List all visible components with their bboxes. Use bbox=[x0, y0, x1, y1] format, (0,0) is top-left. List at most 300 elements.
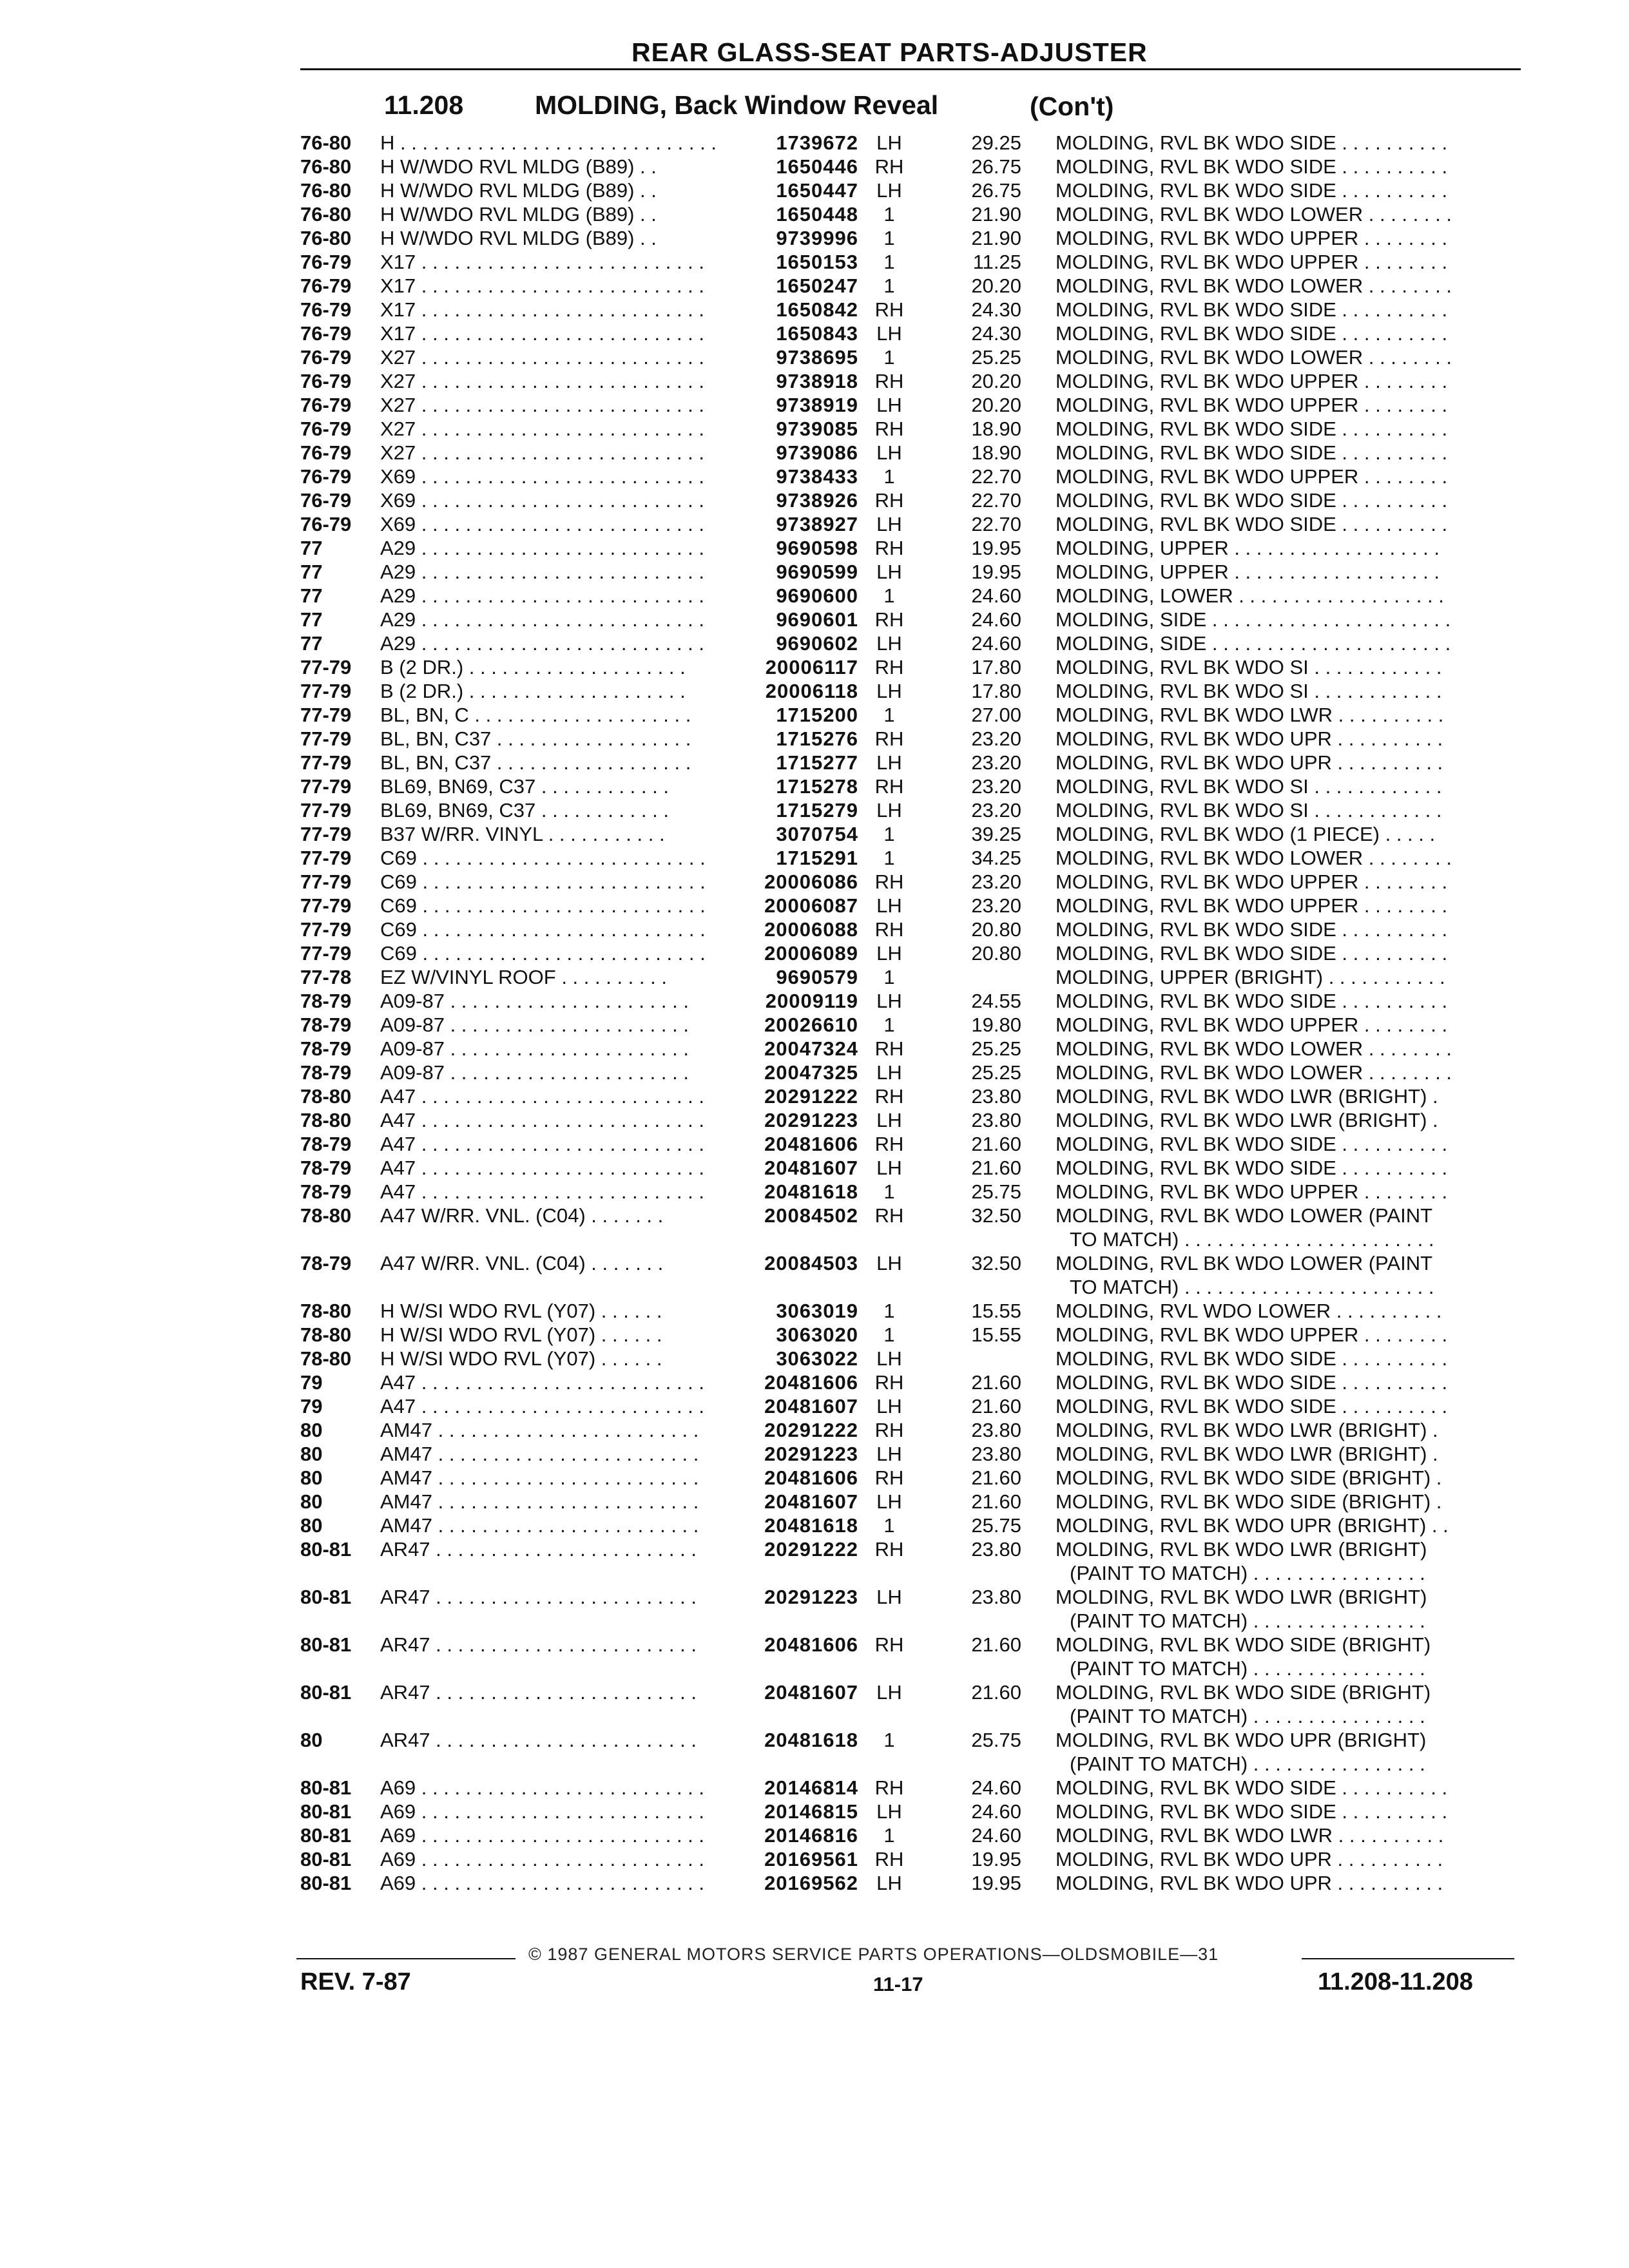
row-model: X69 . . . . . . . . . . . . . . . . . . . . . . . . . . bbox=[380, 465, 705, 488]
row-description-continuation: TO MATCH) . . . . . . . . . . . . . . . . . . . . . . . bbox=[1070, 1228, 1434, 1251]
row-part-number: 20006087 bbox=[764, 894, 858, 917]
row-year: 77 bbox=[300, 632, 323, 655]
footer-page-number: 11-17 bbox=[873, 1973, 923, 1995]
row-year: 78-79 bbox=[300, 1133, 352, 1155]
row-price: 23.80 bbox=[971, 1085, 1021, 1108]
footer-revision: REV. 7-87 bbox=[300, 1968, 411, 1995]
row-year: 80-81 bbox=[300, 1824, 352, 1847]
row-year: 76-79 bbox=[300, 322, 352, 345]
row-side: LH bbox=[876, 394, 902, 416]
row-side: 1 bbox=[883, 1180, 895, 1203]
row-year: 80-81 bbox=[300, 1872, 352, 1894]
row-price: 19.95 bbox=[971, 537, 1021, 559]
row-side: RH bbox=[874, 1538, 904, 1561]
row-description: MOLDING, RVL BK WDO SI . . . . . . . . . . . . bbox=[1055, 799, 1442, 822]
row-model: H W/SI WDO RVL (Y07) . . . . . . bbox=[380, 1347, 662, 1370]
row-part-number: 9739086 bbox=[776, 441, 858, 464]
row-side: 1 bbox=[883, 274, 895, 297]
table-row bbox=[0, 274, 1629, 298]
row-model: AM47 . . . . . . . . . . . . . . . . . . . . . . . . bbox=[380, 1514, 699, 1537]
row-description: MOLDING, RVL BK WDO UPR . . . . . . . . . . bbox=[1055, 727, 1443, 750]
table-row bbox=[0, 1394, 1629, 1418]
row-price: 24.30 bbox=[971, 322, 1021, 345]
section-title: MOLDING, Back Window Reveal bbox=[535, 90, 939, 120]
row-side: RH bbox=[874, 727, 904, 750]
row-year: 78-80 bbox=[300, 1323, 352, 1346]
row-description: MOLDING, RVL BK WDO SIDE . . . . . . . . . . bbox=[1055, 513, 1448, 535]
row-side: 1 bbox=[883, 1300, 895, 1322]
page-header-title: REAR GLASS-SEAT PARTS-ADJUSTER bbox=[631, 37, 1148, 67]
row-part-number: 9738433 bbox=[776, 465, 858, 488]
row-year: 80-81 bbox=[300, 1633, 352, 1656]
row-description: MOLDING, RVL BK WDO SIDE . . . . . . . . . . bbox=[1055, 1800, 1448, 1823]
row-year: 76-80 bbox=[300, 155, 352, 178]
table-row bbox=[0, 798, 1629, 822]
row-description-continuation: (PAINT TO MATCH) . . . . . . . . . . . . . . . . bbox=[1070, 1705, 1425, 1727]
row-description-continuation: (PAINT TO MATCH) . . . . . . . . . . . . . . . . bbox=[1070, 1562, 1425, 1584]
row-description: MOLDING, RVL BK WDO UPPER . . . . . . . . bbox=[1055, 251, 1448, 273]
row-model: AR47 . . . . . . . . . . . . . . . . . . . . . . . . bbox=[380, 1538, 697, 1561]
row-description: MOLDING, SIDE . . . . . . . . . . . . . . . . . . . . . . bbox=[1055, 632, 1451, 655]
table-row bbox=[0, 774, 1629, 798]
row-side: LH bbox=[876, 1872, 902, 1894]
row-model: AR47 . . . . . . . . . . . . . . . . . . . . . . . . bbox=[380, 1681, 697, 1704]
row-part-number: 20291222 bbox=[764, 1419, 858, 1441]
row-model: X27 . . . . . . . . . . . . . . . . . . . . . . . . . . bbox=[380, 346, 705, 369]
row-price: 24.60 bbox=[971, 608, 1021, 631]
row-description-continuation: (PAINT TO MATCH) . . . . . . . . . . . . . . . . bbox=[1070, 1657, 1425, 1680]
row-model: C69 . . . . . . . . . . . . . . . . . . . . . . . . . . bbox=[380, 918, 706, 941]
table-row bbox=[0, 1156, 1629, 1180]
table-row bbox=[0, 1180, 1629, 1204]
row-price: 24.55 bbox=[971, 990, 1021, 1012]
row-price: 19.95 bbox=[971, 561, 1021, 583]
row-side: LH bbox=[876, 561, 902, 583]
table-row bbox=[0, 1132, 1629, 1156]
row-year: 76-80 bbox=[300, 179, 352, 202]
row-part-number: 20026610 bbox=[764, 1014, 858, 1036]
row-description: MOLDING, RVL BK WDO UPPER . . . . . . . . bbox=[1055, 1323, 1448, 1346]
row-year: 78-79 bbox=[300, 990, 352, 1012]
row-description: MOLDING, RVL BK WDO SIDE . . . . . . . . . . bbox=[1055, 1157, 1448, 1179]
table-row bbox=[0, 298, 1629, 322]
row-model: H W/WDO RVL MLDG (B89) . . bbox=[380, 179, 657, 202]
row-price: 21.90 bbox=[971, 227, 1021, 249]
row-part-number: 20481607 bbox=[764, 1681, 858, 1704]
row-part-number: 20047324 bbox=[764, 1037, 858, 1060]
row-year: 79 bbox=[300, 1395, 323, 1418]
table-row bbox=[0, 1418, 1629, 1442]
row-part-number: 20291223 bbox=[764, 1586, 858, 1608]
row-model: BL, BN, C . . . . . . . . . . . . . . . . . . . . bbox=[380, 704, 691, 726]
row-description: MOLDING, RVL BK WDO UPPER . . . . . . . . bbox=[1055, 394, 1448, 416]
row-description-continuation: (PAINT TO MATCH) . . . . . . . . . . . . . . . . bbox=[1070, 1610, 1425, 1632]
table-row bbox=[0, 131, 1629, 155]
row-description: MOLDING, RVL BK WDO LWR . . . . . . . . . . bbox=[1055, 1824, 1444, 1847]
table-row-continuation bbox=[0, 1657, 1629, 1680]
table-row bbox=[0, 1204, 1629, 1227]
row-model: A09-87 . . . . . . . . . . . . . . . . . . . . . . bbox=[380, 990, 689, 1012]
row-side: LH bbox=[876, 1252, 902, 1274]
row-year: 76-79 bbox=[300, 465, 352, 488]
row-description: MOLDING, RVL BK WDO UPPER . . . . . . . . bbox=[1055, 1180, 1448, 1203]
table-row bbox=[0, 512, 1629, 536]
row-price: 21.60 bbox=[971, 1466, 1021, 1489]
row-price: 17.80 bbox=[971, 656, 1021, 678]
table-row bbox=[0, 1013, 1629, 1037]
table-row bbox=[0, 703, 1629, 727]
row-part-number: 20481607 bbox=[764, 1490, 858, 1513]
table-row bbox=[0, 989, 1629, 1013]
row-model: AM47 . . . . . . . . . . . . . . . . . . . . . . . . bbox=[380, 1419, 699, 1441]
row-model: A09-87 . . . . . . . . . . . . . . . . . . . . . . bbox=[380, 1037, 689, 1060]
row-description: MOLDING, RVL BK WDO UPPER . . . . . . . . bbox=[1055, 870, 1448, 893]
row-price: 21.60 bbox=[971, 1395, 1021, 1418]
row-part-number: 20481618 bbox=[764, 1729, 858, 1751]
row-description: MOLDING, UPPER (BRIGHT) . . . . . . . . . . . bbox=[1055, 966, 1445, 988]
row-side: 1 bbox=[883, 847, 895, 869]
table-row bbox=[0, 1871, 1629, 1895]
row-model: B (2 DR.) . . . . . . . . . . . . . . . . . . . . bbox=[380, 680, 686, 702]
row-side: LH bbox=[876, 680, 902, 702]
row-side: RH bbox=[874, 1085, 904, 1108]
row-year: 77-79 bbox=[300, 894, 352, 917]
row-year: 76-79 bbox=[300, 441, 352, 464]
row-price: 24.60 bbox=[971, 584, 1021, 607]
row-price: 21.90 bbox=[971, 203, 1021, 226]
row-part-number: 9738919 bbox=[776, 394, 858, 416]
row-side: RH bbox=[874, 1848, 904, 1870]
row-model: C69 . . . . . . . . . . . . . . . . . . . . . . . . . . bbox=[380, 870, 706, 893]
table-row bbox=[0, 1061, 1629, 1084]
row-model: B37 W/RR. VINYL . . . . . . . . . . . bbox=[380, 823, 665, 845]
row-side: 1 bbox=[883, 1323, 895, 1346]
row-price: 25.75 bbox=[971, 1514, 1021, 1537]
row-description: MOLDING, RVL BK WDO SIDE (BRIGHT) bbox=[1055, 1681, 1431, 1704]
row-price: 26.75 bbox=[971, 155, 1021, 178]
row-description: MOLDING, RVL BK WDO UPPER . . . . . . . . bbox=[1055, 465, 1448, 488]
row-model: AR47 . . . . . . . . . . . . . . . . . . . . . . . . bbox=[380, 1633, 697, 1656]
row-description: MOLDING, RVL BK WDO SIDE . . . . . . . . . . bbox=[1055, 489, 1448, 512]
row-part-number: 1715279 bbox=[776, 799, 858, 822]
table-row bbox=[0, 1728, 1629, 1752]
row-description: MOLDING, RVL BK WDO SIDE . . . . . . . . . . bbox=[1055, 918, 1448, 941]
row-year: 80-81 bbox=[300, 1538, 352, 1561]
row-price: 25.25 bbox=[971, 346, 1021, 369]
table-row bbox=[0, 1514, 1629, 1537]
row-model: A47 . . . . . . . . . . . . . . . . . . . . . . . . . . bbox=[380, 1180, 705, 1203]
row-model: A29 . . . . . . . . . . . . . . . . . . . . . . . . . . bbox=[380, 632, 705, 655]
row-part-number: 1715277 bbox=[776, 751, 858, 774]
row-description: MOLDING, RVL BK WDO UPR (BRIGHT) bbox=[1055, 1729, 1427, 1751]
row-year: 80 bbox=[300, 1514, 323, 1537]
row-part-number: 20481606 bbox=[764, 1371, 858, 1394]
table-row bbox=[0, 178, 1629, 202]
row-price: 21.60 bbox=[971, 1133, 1021, 1155]
table-row bbox=[0, 369, 1629, 393]
row-side: 1 bbox=[883, 1824, 895, 1847]
row-part-number: 9738927 bbox=[776, 513, 858, 535]
table-row bbox=[0, 1633, 1629, 1657]
row-side: LH bbox=[876, 513, 902, 535]
row-price: 21.60 bbox=[971, 1371, 1021, 1394]
row-model: H . . . . . . . . . . . . . . . . . . . . . . . . . . . . . bbox=[380, 131, 717, 154]
row-side: 1 bbox=[883, 203, 895, 226]
row-description: MOLDING, RVL BK WDO SIDE (BRIGHT) bbox=[1055, 1633, 1431, 1656]
row-price: 22.70 bbox=[971, 489, 1021, 512]
row-side: RH bbox=[874, 918, 904, 941]
row-side: 1 bbox=[883, 1514, 895, 1537]
row-side: LH bbox=[876, 1395, 902, 1418]
row-part-number: 20084502 bbox=[764, 1204, 858, 1227]
row-description: MOLDING, SIDE . . . . . . . . . . . . . . . . . . . . . . bbox=[1055, 608, 1451, 631]
row-side: RH bbox=[874, 1133, 904, 1155]
row-year: 77-79 bbox=[300, 727, 352, 750]
row-year: 76-79 bbox=[300, 298, 352, 321]
row-part-number: 20481618 bbox=[764, 1514, 858, 1537]
row-price: 23.80 bbox=[971, 1419, 1021, 1441]
row-part-number: 20481606 bbox=[764, 1633, 858, 1656]
row-part-number: 1715200 bbox=[776, 704, 858, 726]
row-part-number: 20146816 bbox=[764, 1824, 858, 1847]
row-model: X69 . . . . . . . . . . . . . . . . . . . . . . . . . . bbox=[380, 513, 705, 535]
row-year: 77-79 bbox=[300, 656, 352, 678]
row-year: 76-80 bbox=[300, 203, 352, 226]
row-year: 76-79 bbox=[300, 394, 352, 416]
row-year: 76-79 bbox=[300, 346, 352, 369]
row-description-continuation: TO MATCH) . . . . . . . . . . . . . . . . . . . . . . . bbox=[1070, 1276, 1434, 1298]
row-description: MOLDING, RVL BK WDO LWR (BRIGHT) bbox=[1055, 1586, 1427, 1608]
table-row bbox=[0, 1585, 1629, 1609]
row-side: RH bbox=[874, 370, 904, 392]
table-row bbox=[0, 894, 1629, 918]
row-part-number: 1650843 bbox=[776, 322, 858, 345]
row-year: 76-79 bbox=[300, 418, 352, 440]
table-row bbox=[0, 393, 1629, 417]
row-model: X27 . . . . . . . . . . . . . . . . . . . . . . . . . . bbox=[380, 441, 705, 464]
row-price: 27.00 bbox=[971, 704, 1021, 726]
row-side: RH bbox=[874, 298, 904, 321]
row-year: 78-79 bbox=[300, 1037, 352, 1060]
table-row bbox=[0, 846, 1629, 870]
row-part-number: 20084503 bbox=[764, 1252, 858, 1274]
row-year: 80 bbox=[300, 1419, 323, 1441]
row-year: 76-79 bbox=[300, 513, 352, 535]
row-year: 77-79 bbox=[300, 751, 352, 774]
table-row bbox=[0, 465, 1629, 488]
row-price: 24.60 bbox=[971, 1776, 1021, 1799]
row-side: 1 bbox=[883, 251, 895, 273]
row-part-number: 1715276 bbox=[776, 727, 858, 750]
section-continued: (Con't) bbox=[1030, 91, 1114, 121]
row-description: MOLDING, RVL BK WDO LOWER . . . . . . . . bbox=[1055, 203, 1452, 226]
row-model: A47 . . . . . . . . . . . . . . . . . . . . . . . . . . bbox=[380, 1371, 705, 1394]
row-year: 78-80 bbox=[300, 1085, 352, 1108]
row-side: 1 bbox=[883, 465, 895, 488]
row-model: X27 . . . . . . . . . . . . . . . . . . . . . . . . . . bbox=[380, 370, 705, 392]
row-part-number: 20006089 bbox=[764, 942, 858, 965]
row-side: 1 bbox=[883, 1729, 895, 1751]
table-row bbox=[0, 155, 1629, 178]
table-row bbox=[0, 1680, 1629, 1704]
row-side: RH bbox=[874, 775, 904, 798]
table-row bbox=[0, 679, 1629, 703]
row-price: 24.30 bbox=[971, 298, 1021, 321]
row-year: 76-79 bbox=[300, 370, 352, 392]
table-row bbox=[0, 822, 1629, 846]
table-row bbox=[0, 202, 1629, 226]
row-year: 77-79 bbox=[300, 823, 352, 845]
table-row bbox=[0, 1800, 1629, 1823]
row-description: MOLDING, RVL BK WDO SIDE . . . . . . . . . . bbox=[1055, 942, 1448, 965]
row-description: MOLDING, RVL BK WDO UPPER . . . . . . . . bbox=[1055, 370, 1448, 392]
row-model: A69 . . . . . . . . . . . . . . . . . . . . . . . . . . bbox=[380, 1848, 705, 1870]
table-row bbox=[0, 918, 1629, 941]
row-side: 1 bbox=[883, 227, 895, 249]
row-side: RH bbox=[874, 537, 904, 559]
row-description: MOLDING, RVL BK WDO SIDE . . . . . . . . . . bbox=[1055, 441, 1448, 464]
row-description: MOLDING, RVL BK WDO UPPER . . . . . . . . bbox=[1055, 894, 1448, 917]
row-price: 23.20 bbox=[971, 727, 1021, 750]
row-price: 32.50 bbox=[971, 1204, 1021, 1227]
row-model: A29 . . . . . . . . . . . . . . . . . . . . . . . . . . bbox=[380, 608, 705, 631]
row-description: MOLDING, UPPER . . . . . . . . . . . . . . . . . . . bbox=[1055, 537, 1440, 559]
row-year: 78-79 bbox=[300, 1252, 352, 1274]
row-side: RH bbox=[874, 608, 904, 631]
row-model: H W/WDO RVL MLDG (B89) . . bbox=[380, 227, 657, 249]
table-row bbox=[0, 1442, 1629, 1466]
row-description: MOLDING, UPPER . . . . . . . . . . . . . . . . . . . bbox=[1055, 561, 1440, 583]
row-year: 77 bbox=[300, 584, 323, 607]
row-description: MOLDING, RVL BK WDO SIDE . . . . . . . . . . bbox=[1055, 1347, 1448, 1370]
row-description: MOLDING, RVL BK WDO LOWER . . . . . . . . bbox=[1055, 1061, 1452, 1084]
row-model: BL, BN, C37 . . . . . . . . . . . . . . . . . . bbox=[380, 751, 691, 774]
table-row-continuation bbox=[0, 1275, 1629, 1299]
row-part-number: 1650153 bbox=[776, 251, 858, 273]
row-year: 77 bbox=[300, 561, 323, 583]
row-price: 21.60 bbox=[971, 1157, 1021, 1179]
row-price: 21.60 bbox=[971, 1681, 1021, 1704]
row-price: 23.80 bbox=[971, 1443, 1021, 1465]
row-side: RH bbox=[874, 1776, 904, 1799]
row-year: 78-80 bbox=[300, 1347, 352, 1370]
row-price: 23.20 bbox=[971, 751, 1021, 774]
row-year: 77-79 bbox=[300, 775, 352, 798]
row-model: H W/SI WDO RVL (Y07) . . . . . . bbox=[380, 1323, 662, 1346]
table-row-continuation bbox=[0, 1227, 1629, 1251]
row-model: X17 . . . . . . . . . . . . . . . . . . . . . . . . . . bbox=[380, 274, 705, 297]
row-price: 29.25 bbox=[971, 131, 1021, 154]
row-price: 19.80 bbox=[971, 1014, 1021, 1036]
row-part-number: 20291222 bbox=[764, 1085, 858, 1108]
row-year: 80 bbox=[300, 1466, 323, 1489]
row-description: MOLDING, RVL BK WDO UPPER . . . . . . . . bbox=[1055, 1014, 1448, 1036]
row-description: MOLDING, RVL BK WDO SIDE . . . . . . . . . . bbox=[1055, 179, 1448, 202]
table-row bbox=[0, 965, 1629, 989]
row-price: 20.20 bbox=[971, 274, 1021, 297]
row-part-number: 20481606 bbox=[764, 1133, 858, 1155]
row-price: 23.80 bbox=[971, 1109, 1021, 1131]
row-side: RH bbox=[874, 418, 904, 440]
row-side: 1 bbox=[883, 823, 895, 845]
table-row bbox=[0, 1823, 1629, 1847]
row-model: BL69, BN69, C37 . . . . . . . . . . . . bbox=[380, 799, 669, 822]
row-model: X17 . . . . . . . . . . . . . . . . . . . . . . . . . . bbox=[380, 298, 705, 321]
row-part-number: 1650446 bbox=[776, 155, 858, 178]
row-description: MOLDING, RVL BK WDO LWR (BRIGHT) . bbox=[1055, 1085, 1438, 1108]
row-model: BL, BN, C37 . . . . . . . . . . . . . . . . . . bbox=[380, 727, 691, 750]
row-description: MOLDING, RVL BK WDO SIDE . . . . . . . . . . bbox=[1055, 990, 1448, 1012]
table-row bbox=[0, 226, 1629, 250]
table-row bbox=[0, 941, 1629, 965]
row-model: AM47 . . . . . . . . . . . . . . . . . . . . . . . . bbox=[380, 1490, 699, 1513]
row-part-number: 9690602 bbox=[776, 632, 858, 655]
row-model: AM47 . . . . . . . . . . . . . . . . . . . . . . . . bbox=[380, 1443, 699, 1465]
row-price: 21.60 bbox=[971, 1633, 1021, 1656]
row-side: LH bbox=[876, 1681, 902, 1704]
row-price: 23.20 bbox=[971, 799, 1021, 822]
row-year: 77-78 bbox=[300, 966, 352, 988]
row-year: 77-79 bbox=[300, 799, 352, 822]
row-part-number: 3070754 bbox=[776, 823, 858, 845]
row-part-number: 20006088 bbox=[764, 918, 858, 941]
row-description: MOLDING, RVL BK WDO LOWER (PAINT bbox=[1055, 1252, 1433, 1274]
row-side: 1 bbox=[883, 1014, 895, 1036]
row-side: LH bbox=[876, 894, 902, 917]
row-description: MOLDING, RVL BK WDO SIDE (BRIGHT) . bbox=[1055, 1466, 1442, 1489]
row-price: 19.95 bbox=[971, 1848, 1021, 1870]
row-year: 77-79 bbox=[300, 704, 352, 726]
row-part-number: 1739672 bbox=[776, 131, 858, 154]
row-part-number: 1650842 bbox=[776, 298, 858, 321]
row-description: MOLDING, RVL BK WDO LWR (BRIGHT) . bbox=[1055, 1109, 1438, 1131]
row-price: 25.75 bbox=[971, 1180, 1021, 1203]
row-side: LH bbox=[876, 1109, 902, 1131]
row-description: MOLDING, RVL BK WDO SI . . . . . . . . . . . . bbox=[1055, 680, 1442, 702]
row-part-number: 9739996 bbox=[776, 227, 858, 249]
row-part-number: 3063020 bbox=[776, 1323, 858, 1346]
table-row bbox=[0, 441, 1629, 465]
table-row bbox=[0, 1323, 1629, 1347]
row-price: 20.80 bbox=[971, 942, 1021, 965]
row-description: MOLDING, RVL BK WDO LWR (BRIGHT) . bbox=[1055, 1419, 1438, 1441]
table-row bbox=[0, 560, 1629, 584]
row-price: 22.70 bbox=[971, 513, 1021, 535]
row-description: MOLDING, RVL BK WDO LOWER (PAINT bbox=[1055, 1204, 1433, 1227]
row-description: MOLDING, RVL BK WDO LWR . . . . . . . . . . bbox=[1055, 704, 1444, 726]
row-model: A09-87 . . . . . . . . . . . . . . . . . . . . . . bbox=[380, 1014, 689, 1036]
row-year: 80-81 bbox=[300, 1776, 352, 1799]
row-price: 32.50 bbox=[971, 1252, 1021, 1274]
row-price: 23.80 bbox=[971, 1586, 1021, 1608]
row-price: 11.25 bbox=[972, 251, 1021, 273]
row-year: 76-79 bbox=[300, 274, 352, 297]
row-side: 1 bbox=[883, 966, 895, 988]
row-year: 78-79 bbox=[300, 1014, 352, 1036]
row-year: 76-79 bbox=[300, 489, 352, 512]
row-description: MOLDING, RVL BK WDO LOWER . . . . . . . . bbox=[1055, 1037, 1452, 1060]
row-side: LH bbox=[876, 1347, 902, 1370]
row-year: 76-80 bbox=[300, 131, 352, 154]
row-description: MOLDING, RVL BK WDO UPR (BRIGHT) . . bbox=[1055, 1514, 1449, 1537]
row-year: 78-79 bbox=[300, 1061, 352, 1084]
row-model: B (2 DR.) . . . . . . . . . . . . . . . . . . . . bbox=[380, 656, 686, 678]
row-price: 23.80 bbox=[971, 1538, 1021, 1561]
row-part-number: 20481618 bbox=[764, 1180, 858, 1203]
row-model: A69 . . . . . . . . . . . . . . . . . . . . . . . . . . bbox=[380, 1800, 705, 1823]
row-part-number: 20047325 bbox=[764, 1061, 858, 1084]
row-side: LH bbox=[876, 322, 902, 345]
